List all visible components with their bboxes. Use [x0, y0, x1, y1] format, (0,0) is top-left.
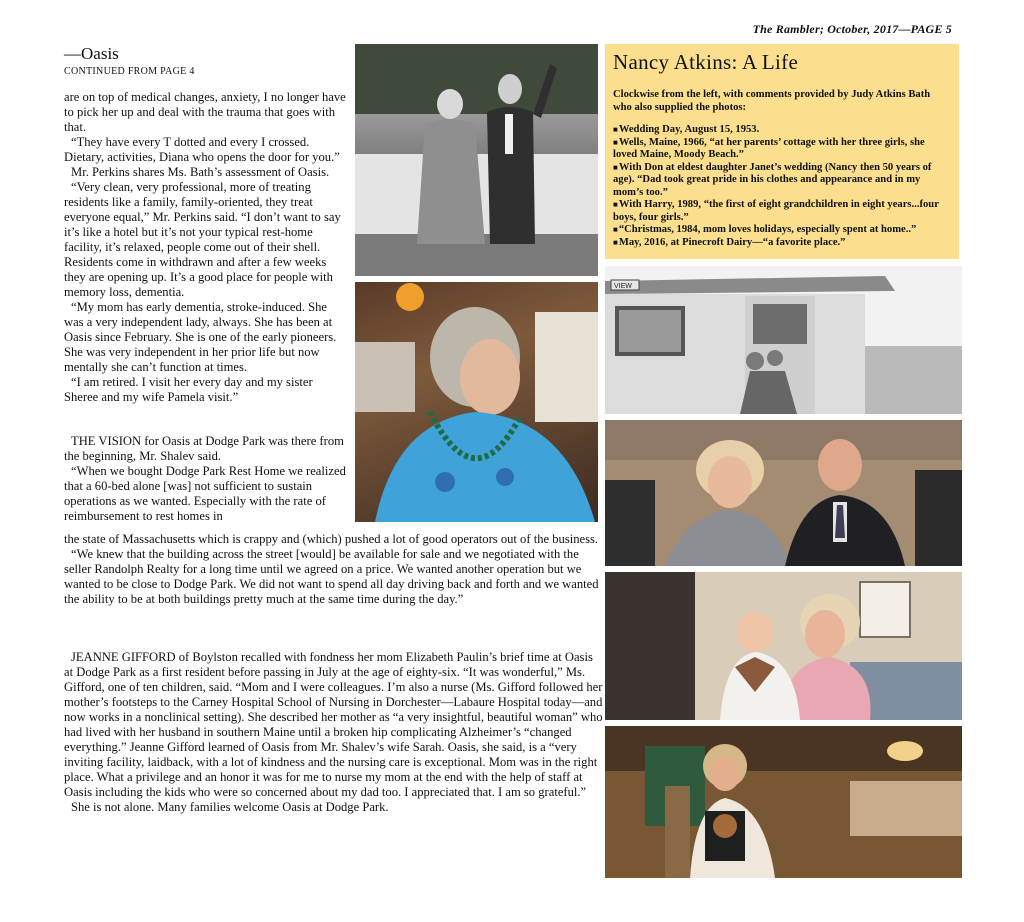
sidebar-item: ■ With Harry, 1989, “the first of eight grandchildren in eight years...four boys, four girls.”: [613, 199, 951, 224]
paragraph: “They have every T dotted and every I crossed. Dietary, activities, Diana who opens the door for you.”: [64, 135, 340, 164]
article-column-1b: [64, 434, 349, 524]
paragraph: are on top of medical changes, anxiety, I no longer have to pick her up and deal with the trauma that goes with that.: [64, 90, 346, 134]
paragraph: THE VISION for Oasis at Dodge Park was there from the beginning, Mr. Shalev said.: [64, 434, 344, 463]
paragraph: “I am retired. I visit her every day and my sister Sheree and my wife Pamela visit.”: [64, 375, 313, 404]
continued-line: CONTINUED FROM PAGE 4: [64, 66, 195, 77]
article-wide-block-2: [64, 650, 604, 815]
paragraph: JEANNE GIFFORD of Boylston recalled with fondness her mom Elizabeth Paulin’s brief time at Oasis at Dodge Park as a first resident before passing in July at the age of eighty-six. “It was wonderful,” Ms. Gifford, one of ten children, said. “Mom and I were colleagues. I’m also a nurse (Ms. Gifford followed her mother’s footsteps to the Carney Hospital School of Nursing in Dorchester—Labaure Hospital today—and now works in a nonclinical setting). She described her mother as “a very insightful, beautiful woman” who had lived with her husband in southern Maine until a broken hip complicating Alzheimer’s “changed everything.” Jeanne Gifford learned of Oasis from Mr. Shalev’s wife Sarah. Oasis, she said, is a “very inviting facility, laidback, with a lot of kindness and the nursing care is exceptional. Mom was in the right place. What a privilege and an honor it was for me to nurse my mom at the end with the help of staff at Oasis including the kids who were so concerned about my dad too. I appreciated that. I am so grateful.”: [64, 650, 603, 799]
paragraph: “We knew that the building across the street [would] be available for sale and we negotiated with the seller Randolph Realty for a long time until we agreed on a price. We wanted another operation but we wanted to be close to Dodge Park. We did not want to spend all day driving back and forth and we wanted the ability to be at both buildings pretty much at the same time during the day.”: [64, 547, 599, 606]
sidebar-item: ■ “Christmas, 1984, mom loves holidays, especially spent at home..”: [613, 224, 951, 237]
photo-wedding-day: [355, 44, 598, 276]
sidebar-intro: Clockwise from the left, with comments provided by Judy Atkins Bath who also supplied the photos:: [613, 89, 931, 113]
paragraph: “When we bought Dodge Park Rest Home we realized that a 60-bed alone [was] not sufficient to sustain operations as we wanted. Especially with the rate of reimbursement to rest homes in: [64, 464, 346, 523]
sidebar-item: ■ Wedding Day, August 15, 1953.: [613, 124, 951, 137]
paragraph: “My mom has early dementia, stroke-induced. She was a very independent lady, always. She has been at Oasis since February. She is one of the early pioneers. She was very independent in her prior life but now mentally she can’t function at times.: [64, 300, 337, 374]
paragraph: Mr. Perkins shares Ms. Bath’s assessment of Oasis.: [71, 165, 330, 179]
photo-with-harry: [605, 572, 962, 720]
photo-janets-wedding: [605, 420, 962, 566]
article-title: —Oasis: [64, 44, 119, 63]
sidebar-item: ■ With Don at eldest daughter Janet’s wedding (Nancy then 50 years of age). “Dad took great pride in his clothes and appearance and in my mom’s too.”: [613, 162, 951, 200]
article-column-1: [64, 90, 349, 405]
sidebar-item: ■ May, 2016, at Pinecroft Dairy—“a favorite place.”: [613, 237, 951, 250]
running-head: The Rambler; October, 2017—PAGE 5: [752, 22, 952, 36]
paragraph: “Very clean, very professional, more of treating residents like a family, family-oriented, they treat everyone equal,” Mr. Perkins said. “I don’t want to say it’s like a hotel but it’s not your typical rest-home facility, it’s relaxed, people come out of their shell. Residents come in withdrawn and after a few weeks they are opening up. It’s a good place for people with memory loss, dementia.: [64, 180, 341, 299]
paragraph: the state of Massachusetts which is crappy and (which) pushed a lot of good operators out of the business.: [64, 532, 599, 546]
cottage-sign-text: VIEW: [614, 283, 632, 290]
article-wide-block: [64, 532, 604, 607]
paragraph: She is not alone. Many families welcome Oasis at Dodge Park.: [71, 800, 389, 814]
photo-wells-maine-cottage: [605, 266, 962, 414]
sidebar-nancy-atkins: [605, 44, 959, 259]
photo-christmas-1984: [605, 726, 962, 878]
sidebar-title: Nancy Atkins: A Life: [613, 50, 799, 74]
photo-pinecroft-dairy: [355, 282, 598, 522]
sidebar-item: ■ Wells, Maine, 1966, “at her parents’ cottage with her three girls, she loved Maine, Moody Beach.”: [613, 137, 951, 162]
